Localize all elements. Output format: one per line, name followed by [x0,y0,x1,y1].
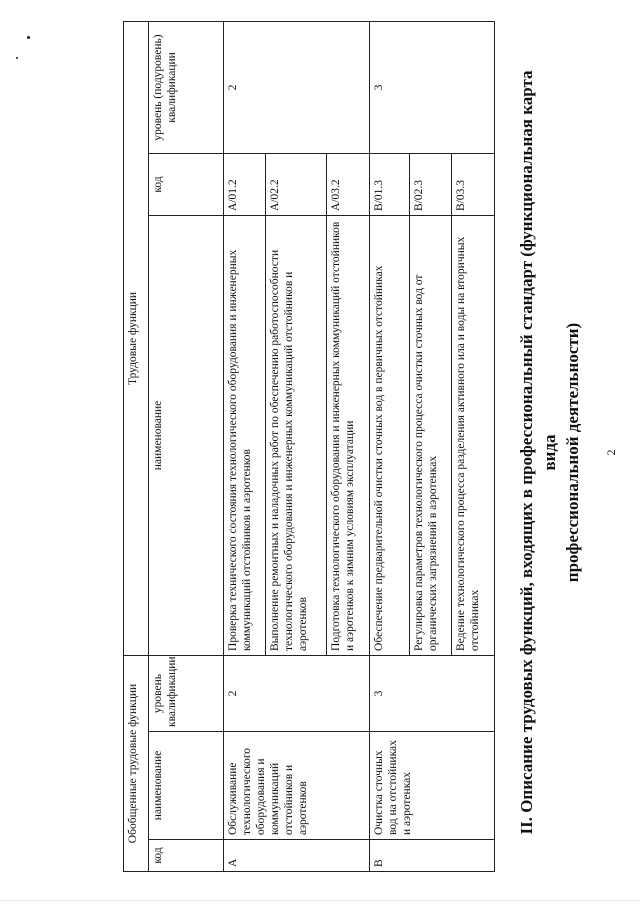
table-header-row-1 [124,21,149,871]
group-code: A [223,840,369,872]
header-level: уровень квалификации [148,655,223,731]
function-code: B/02.3 [409,153,452,215]
section-title-line-2: профессиональной деятельности) [563,322,582,583]
header-labor-functions: Трудовые функции [124,21,149,655]
function-name: Подготовка технологического оборудования и инженерных коммуникаций отстойников и аэротенков к зимним условиям эксплуатации [326,215,369,655]
function-code: B/03.3 [452,153,495,215]
section-title [515,60,584,845]
functional-map-table [123,21,495,872]
page-number: 2 [604,449,618,456]
header-function-level: уровень (подуровень) квалификации [148,21,223,153]
group-code: B [369,840,494,872]
table-header-row-2 [148,21,223,871]
function-level: 3 [369,21,494,153]
function-code: A/02.2 [266,153,327,215]
function-level: 2 [223,21,369,153]
header-generalized-functions: Обобщенные трудовые функции [124,655,149,871]
table-row [223,21,266,871]
function-code: A/03.2 [326,153,369,215]
section-title-line-1: II. Описание трудовых функций, входящих в профессиональный стандарт (функциональная карта вида [517,70,559,835]
group-name: Обслуживание технологического оборудования и коммуникаций отстойников и аэротенков [223,732,369,840]
function-name: Проверка технического состояния технологического оборудования и инженерных коммуникаций отстойников и аэротенков [223,215,266,655]
header-function-name: наименование [148,215,223,655]
group-level: 3 [369,655,494,731]
table-row [369,21,409,871]
function-code: B/01.3 [369,153,409,215]
function-name: Выполнение ремонтных и наладочных работ по обеспечению работоспособности технологического оборудования и инженерных коммуникаций отстойников и аэротенков [266,215,327,655]
group-level: 2 [223,655,369,731]
function-code: A/01.2 [223,153,266,215]
header-name: наименование [148,732,223,840]
function-name: Регулировка параметров технологического процесса очистки сточных вод от органических загрязнений в аэротенках [409,215,452,655]
group-name: Очистка сточных вод на отстойниках и аэротенках [369,732,494,840]
function-name: Ведение технологического процесса разделения активного ила и воды на вторичных отстойниках [452,215,495,655]
header-code: код [148,840,223,872]
function-name: Обеспечение предварительной очистки сточных вод в первичных отстойниках [369,215,409,655]
header-function-code: код [148,153,223,215]
